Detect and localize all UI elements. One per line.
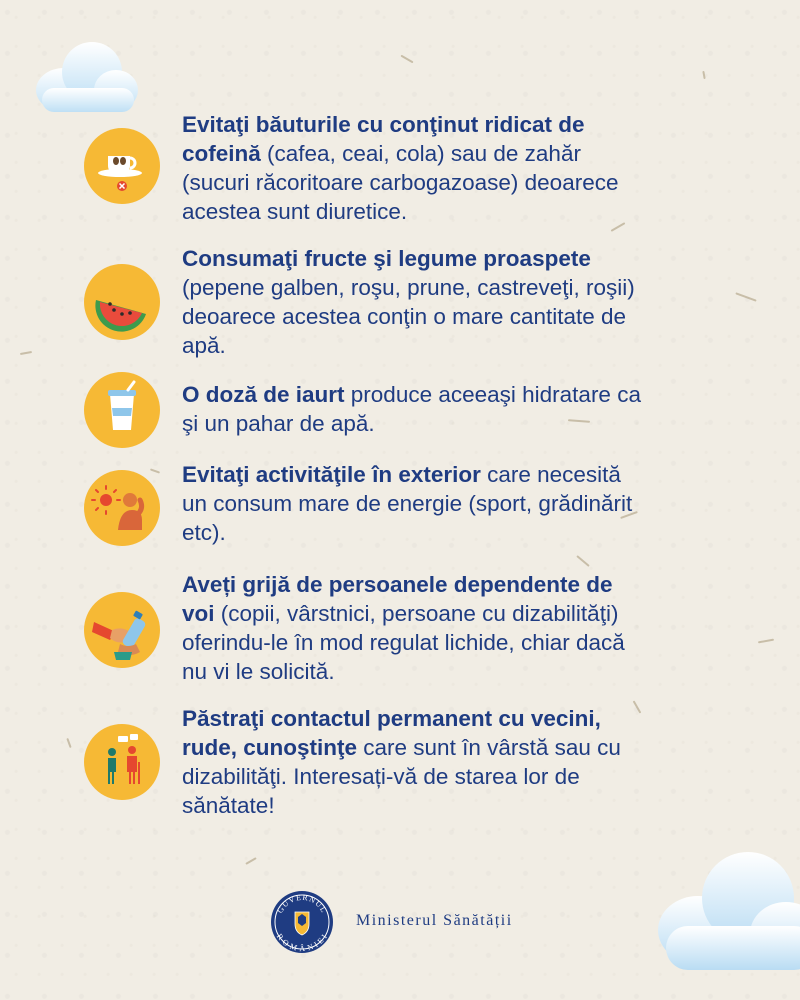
tip-rest: (pepene galben, roşu, prune, castreveţi, roşii) deoarece acestea conţin o mare cantitate de apă. <box>182 275 635 358</box>
tip-text <box>182 570 642 686</box>
tip-bold: Consumaţi fructe şi legume proaspete <box>182 246 591 271</box>
tip-bold: Evitaţi băuturile cu conţinut ridicat de cofeină <box>182 112 585 166</box>
watermelon-icon <box>84 264 160 340</box>
tip-bold: Păstraţi contactul permanent cu vecini, rude, cunoştinţe <box>182 706 601 760</box>
yogurt-cup-icon <box>84 372 160 448</box>
tip-text <box>182 380 642 438</box>
tip-rest: (cafea, ceai, cola) sau de zahăr (sucuri răcoritoare carbogazoase) deoarece acestea sunt diuretice. <box>182 141 619 224</box>
tip-rest: care necesită un consum mare de energie (sport, grădinărit etc). <box>182 462 633 545</box>
footer <box>270 890 570 954</box>
people-talking-icon <box>84 724 160 800</box>
tip-rest: care sunt în vârstă sau cu dizabilităţi. Interesați-vă de starea lor de sănătate! <box>182 735 621 818</box>
emblem-text-top: GUVERNUL <box>275 892 329 915</box>
tip-text <box>182 110 642 226</box>
tip-rest: (copii, vârstnici, persoane cu dizabilităţi) oferindu-le în mod regulat lichide, chiar dacă nu vi le solicită. <box>182 601 625 684</box>
emblem-text-bottom: ROMÂNIEI <box>274 932 330 954</box>
ministry-name: Ministerul Sănătății <box>356 912 513 929</box>
tip-text <box>182 244 642 360</box>
tip-text <box>182 460 642 547</box>
tip-bold: Aveți grijă de persoanele dependente de voi <box>182 572 613 626</box>
tip-bold: O doză de iaurt <box>182 382 345 407</box>
tip-rest: produce aceeaşi hidratare ca şi un pahar de apă. <box>182 382 641 436</box>
hand-giving-water-icon <box>84 592 160 668</box>
tip-text <box>182 704 642 820</box>
cloud-decoration <box>656 846 800 976</box>
coffee-cup-icon <box>84 128 160 204</box>
tip-bold: Evitaţi activităţile în exterior <box>182 462 481 487</box>
cloud-decoration <box>34 38 138 116</box>
person-in-sun-icon <box>84 470 160 546</box>
government-emblem-logo <box>270 890 334 954</box>
